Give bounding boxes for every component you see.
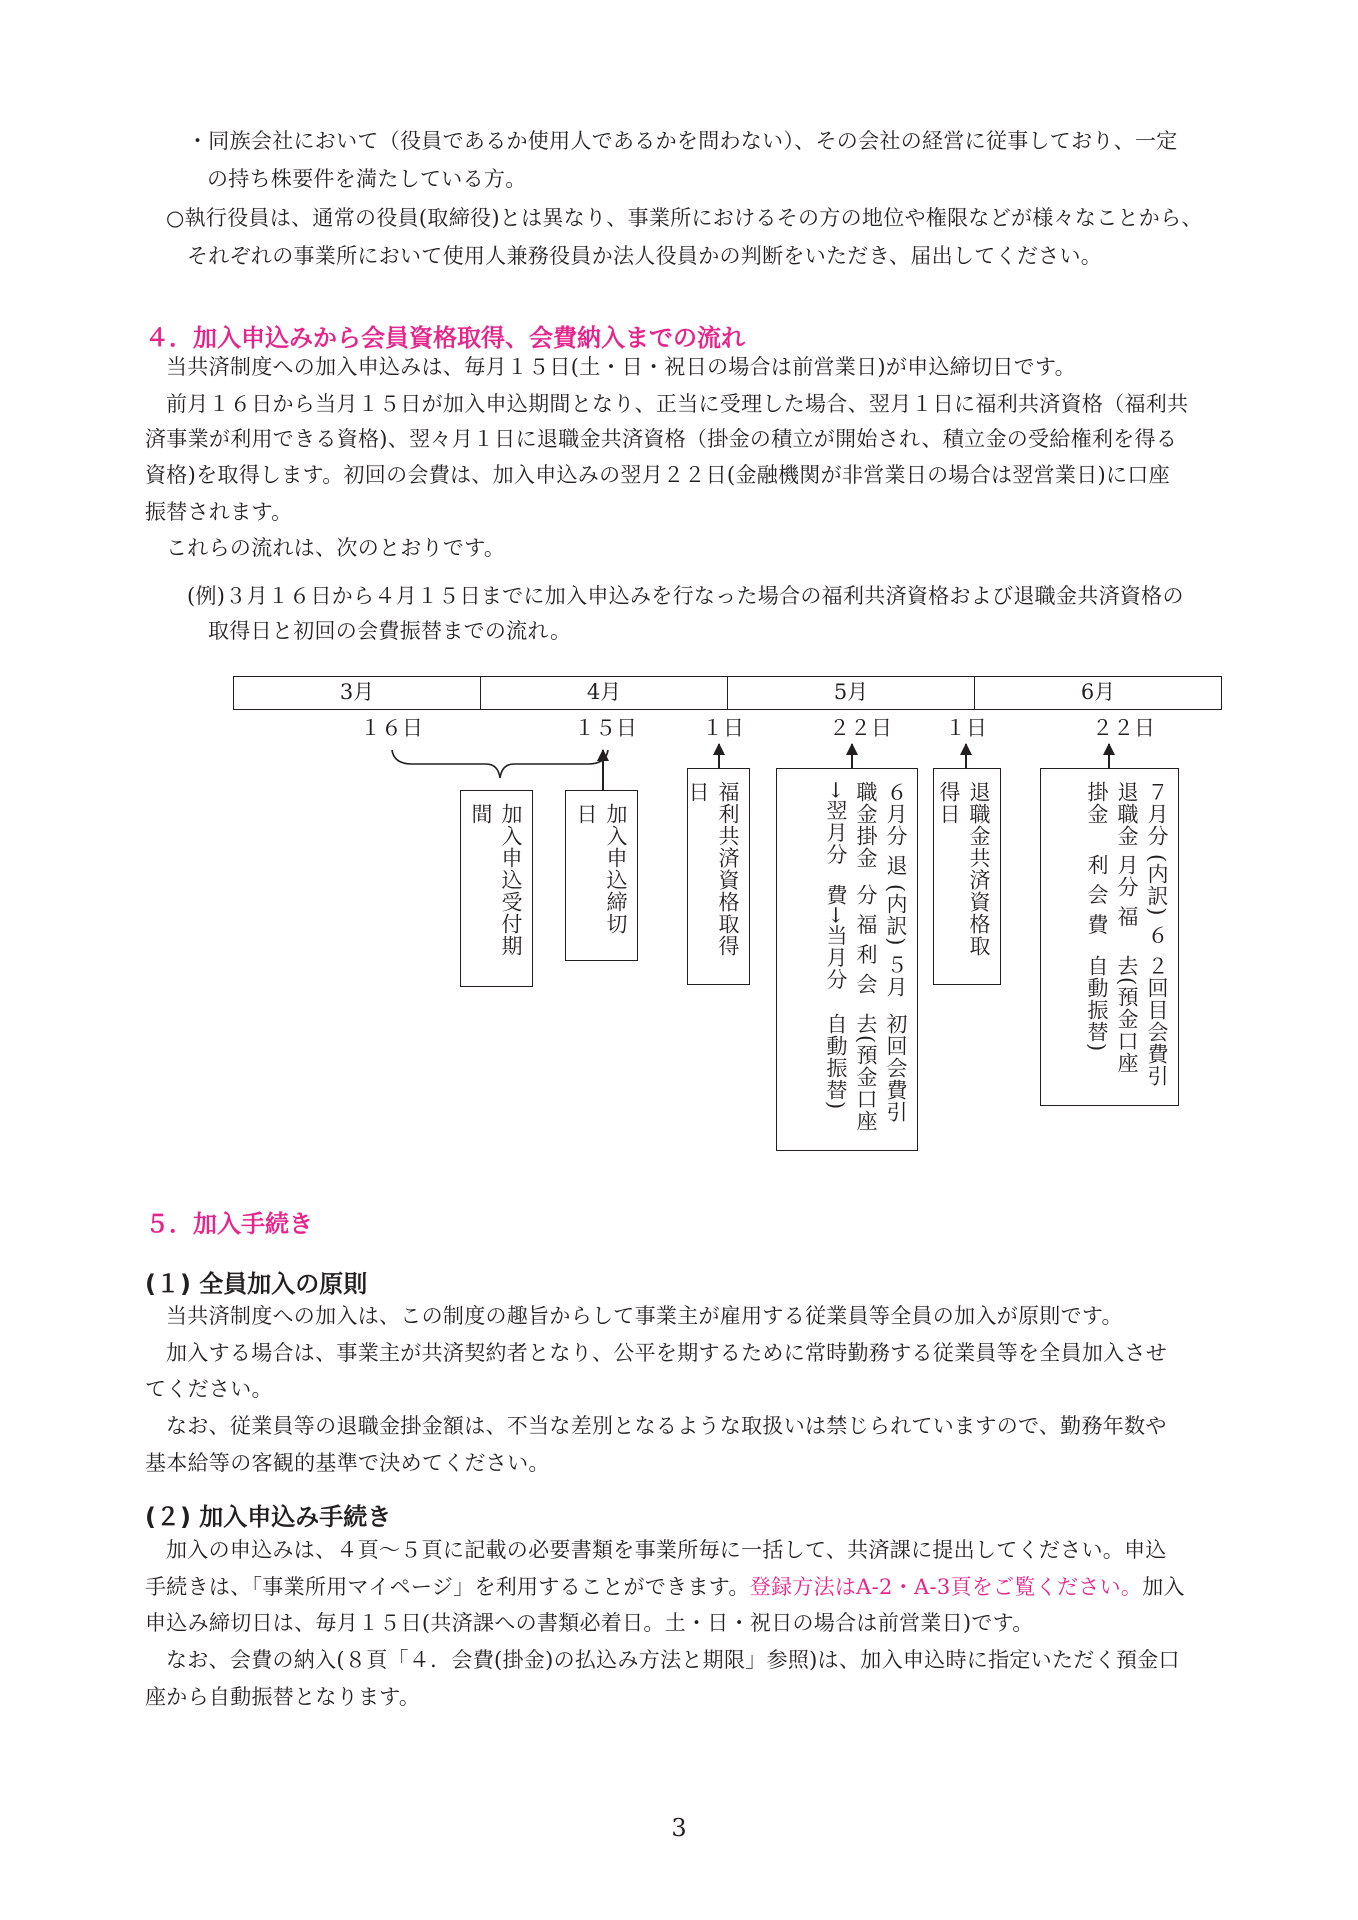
month-cell-may: 5月 [728, 677, 975, 709]
day-june-1: １日 [945, 716, 987, 740]
month-cell-march: 3月 [234, 677, 481, 709]
subsection-1-heading: (１) 全員加入の原則 [145, 1270, 368, 1298]
day-march-16: １６日 [360, 716, 423, 740]
section-4-paragraph-2-line-1: 前月１６日から当月１５日が加入申込期間となり、正当に受理した場合、翌月１日に福利共済資格（福利共 [166, 392, 1189, 416]
note-line-1: ○執行役員は、通常の役員(取締役)とは異なり、事業所におけるその方の地位や権限などが様々なことから、 [166, 206, 1203, 230]
box-application-period: 加入申込受付期間 [460, 790, 533, 987]
period-brace [390, 748, 610, 784]
arrow-second-fee [1108, 744, 1110, 768]
box-application-deadline: 加入申込締切日 [565, 790, 638, 961]
example-line-1: (例)３月１６日から４月１５日までに加入申込みを行なった場合の福利共済資格および退職金共済資格の [187, 584, 1184, 608]
day-may-1: １日 [702, 716, 744, 740]
day-june-22: ２２日 [1092, 716, 1155, 740]
subsection-1-paragraph-3-line-2: 基本給等の客観的基準で決めてください。 [145, 1451, 550, 1475]
day-april-15: １５日 [574, 716, 637, 740]
subsection-1-paragraph-2-line-2: てください。 [145, 1377, 273, 1401]
bullet-line-2: の持ち株要件を満たしている方。 [207, 167, 527, 191]
subsection-2-heading: (２) 加入申込み手続き [145, 1503, 392, 1531]
box-first-fee-deduction: ６月分 退職金掛金→翌月分 (内訳) ５月分 福 利 会 費→当月分 初回会費引去(預金口座自動振替) [776, 768, 918, 1151]
section-4-paragraph-2-line-3: 資格)を取得します。初回の会費は、加入申込みの翌月２２日(金融機関が非営業日の場合は翌営業日)に口座 [145, 463, 1170, 487]
arrow-welfare [718, 744, 720, 768]
page-number: 3 [671, 1814, 687, 1842]
subsection-1-paragraph-1: 当共済制度への加入は、この制度の趣旨からして事業主が雇用する従業員等全員の加入が原則です。 [166, 1304, 1123, 1328]
subsection-2-paragraph-1-line-2 [145, 1572, 1185, 1602]
registration-reference: 登録方法はA-2・A-3頁をご覧ください。 [749, 1575, 1143, 1599]
subsection-2-paragraph-1-line-3: 申込み締切日は、毎月１５日(共済課への書類必着日。土・日・祝日の場合は前営業日)です。 [145, 1611, 1034, 1635]
box-retirement-qualification: 退職金共済資格取得日 [933, 768, 1001, 985]
arrow-deadline [602, 750, 604, 790]
section-4-heading: ４．加入申込みから会員資格取得、会費納入までの流れ [145, 324, 745, 352]
section-5-heading: ５．加入手続き [145, 1210, 313, 1238]
section-4-paragraph-1: 当共済制度への加入申込みは、毎月１５日(土・日・祝日の場合は前営業日)が申込締切日です。 [166, 355, 1076, 379]
mypage-sentence: 手続きは、「事業所用マイページ」を利用することができます。 [145, 1575, 750, 1599]
month-cell-april: 4月 [481, 677, 728, 709]
subsection-2-paragraph-2-line-1: なお、会費の納入(８頁「４．会費(掛金)の払込み方法と期限」参照)は、加入申込時に指定いただく預金口 [166, 1648, 1180, 1672]
example-line-2: 取得日と初回の会費振替までの流れ。 [208, 619, 572, 643]
section-4-paragraph-2-line-2: 済事業が利用できる資格)、翌々月１日に退職金共済資格（掛金の積立が開始され、積立金の受給権利を得る [145, 427, 1178, 451]
month-bar [233, 676, 1222, 710]
note-line-2: それぞれの事業所において使用人兼務役員か法人役員かの判断をいただき、届出してください。 [187, 244, 1103, 268]
bullet-line-1: ・同族会社において（役員であるか使用人であるかを問わない）、その会社の経営に従事しており、一定 [187, 129, 1178, 153]
box-welfare-qualification: 福利共済資格取得日 [687, 768, 750, 985]
subsection-2-paragraph-1-line-1: 加入の申込みは、４頁～５頁に記載の必要書類を事業所毎に一括して、共済課に提出してください。申込 [166, 1538, 1167, 1562]
month-cell-june: 6月 [1080, 680, 1116, 704]
section-4-paragraph-3: これらの流れは、次のとおりです。 [166, 536, 506, 560]
section-4-paragraph-2-line-4: 振替されます。 [145, 500, 293, 524]
day-may-22: ２２日 [829, 716, 892, 740]
subsection-1-paragraph-2-line-1: 加入する場合は、事業主が共済契約者となり、公平を期するために常時勤務する従業員等を全員加入させ [166, 1341, 1168, 1365]
arrow-retirement [965, 744, 967, 768]
arrow-first-fee [851, 744, 853, 768]
line-continuation: 加入 [1142, 1575, 1185, 1599]
box-second-fee-deduction: ７月分 退職金掛金 (内訳) ６月分 福 利 会 費 ２回目会費引去(預金口座自動振替) [1040, 768, 1179, 1106]
subsection-1-paragraph-3-line-1: なお、従業員等の退職金掛金額は、不当な差別となるような取扱いは禁じられていますので、勤務年数や [166, 1414, 1167, 1438]
subsection-2-paragraph-2-line-2: 座から自動振替となります。 [145, 1685, 421, 1709]
